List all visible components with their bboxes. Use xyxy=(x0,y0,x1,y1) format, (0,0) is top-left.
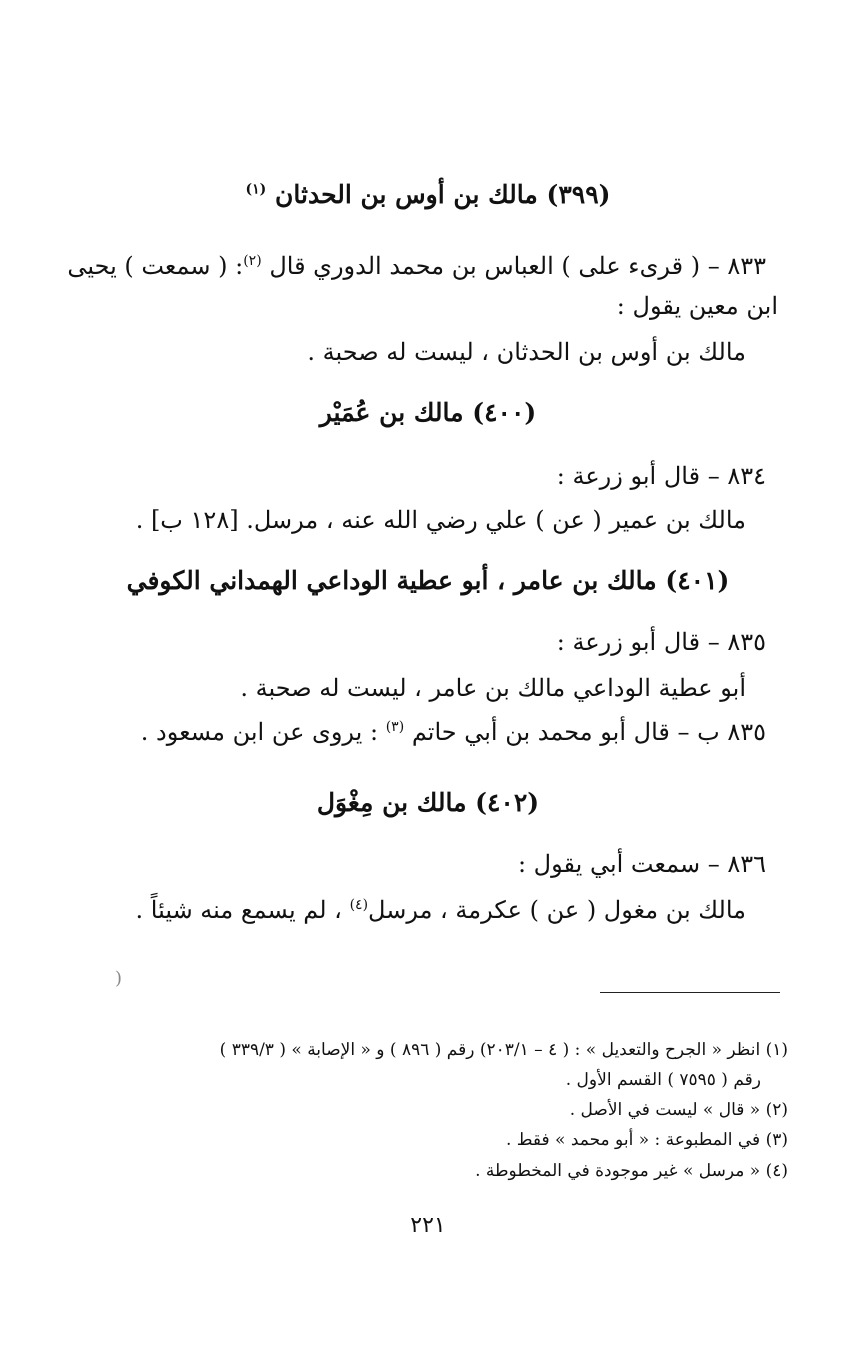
entry-836-line2: مالك بن مغول ( عن ) عكرمة ، مرسل$^{(٤)}$ ، لم يسمع منه شيئاً . xyxy=(135,896,746,924)
footnote-2: (٢) « قال » ليست في الأصل . xyxy=(569,1100,788,1120)
heading-entry-400: (٤٠٠) مالك بن عُمَيْر xyxy=(319,398,537,427)
entry-834-line2: مالك بن عمير ( عن ) علي رضي الله عنه ، مرسل. [١٢٨ ب] . xyxy=(135,506,746,534)
footnote-1: (١) انظر « الجرح والتعديل » : ( ٤ – ٢٠٣/١) رقم ( ٨٩٦ ) و « الإصابة » ( ٣٣٩/٣ ) xyxy=(219,1040,788,1060)
heading-entry-399: (٣٩٩) مالك بن أوس بن الحدثان $^{(١)}$ xyxy=(245,180,611,209)
entry-836-line1: ٨٣٦ – سمعت أبي يقول : xyxy=(517,850,766,878)
footnote-4: (٤) « مرسل » غير موجودة في المخطوطة . xyxy=(475,1161,788,1181)
entry-833-line2: ابن معين يقول : xyxy=(616,292,778,320)
margin-mark: ( xyxy=(115,968,123,989)
heading-entry-402: (٤٠٢) مالك بن مِغْوَل xyxy=(316,788,540,817)
entry-833-line3: مالك بن أوس بن الحدثان ، ليست له صحبة . xyxy=(307,338,746,366)
entry-835-line1: ٨٣٥ – قال أبو زرعة : xyxy=(556,628,766,656)
entry-835b: ٨٣٥ ب – قال أبو محمد بن أبي حاتم $^{(٣)}$ : يروى عن ابن مسعود . xyxy=(140,718,766,746)
entry-833-line1: ٨٣٣ – ( قرىء على ) العباس بن محمد الدوري قال $^{(٢)}$: ( سمعت ) يحيى xyxy=(67,252,766,280)
entry-835-line2: أبو عطية الوداعي مالك بن عامر ، ليست له صحبة . xyxy=(240,674,746,702)
entry-834-line1: ٨٣٤ – قال أبو زرعة : xyxy=(556,462,766,490)
footnote-3: (٣) في المطبوعة : « أبو محمد » فقط . xyxy=(505,1130,788,1150)
page-number: ٢٢١ xyxy=(410,1213,446,1238)
heading-entry-401: (٤٠١) مالك بن عامر ، أبو عطية الوداعي الهمداني الكوفي xyxy=(126,566,730,595)
footnote-1-cont: رقم ( ٧٥٩٥ ) القسم الأول . xyxy=(565,1070,761,1090)
footnote-divider xyxy=(600,992,780,993)
